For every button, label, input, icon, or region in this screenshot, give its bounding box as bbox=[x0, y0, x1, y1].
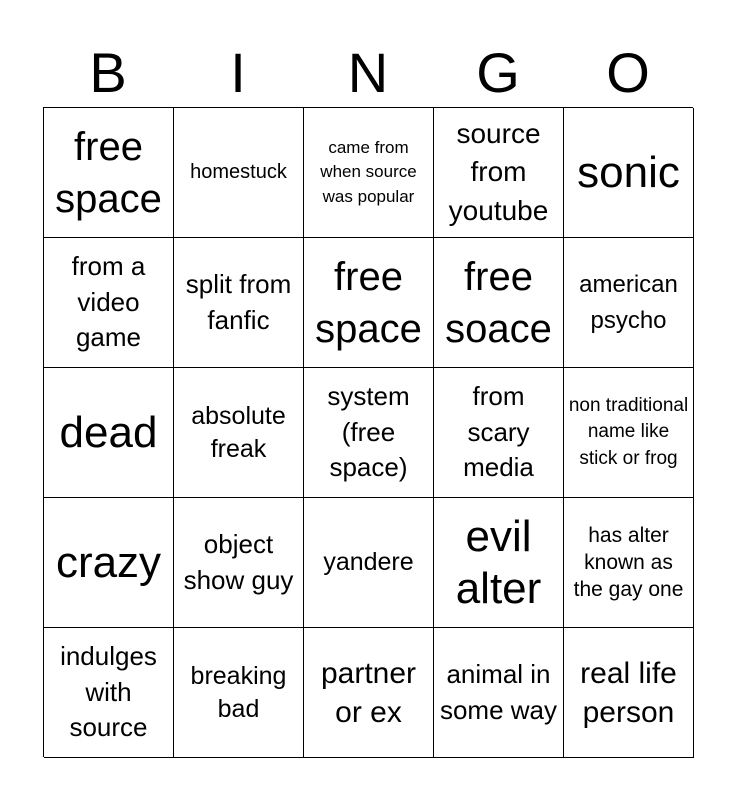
bingo-cell-r5c1[interactable] bbox=[44, 628, 174, 758]
bingo-cell-r3c3[interactable] bbox=[304, 368, 434, 498]
bingo-cell-r1c4[interactable] bbox=[434, 108, 564, 238]
bingo-cell-r3c4[interactable] bbox=[434, 368, 564, 498]
bingo-cell-r2c4[interactable] bbox=[434, 238, 564, 368]
bingo-board bbox=[43, 107, 693, 757]
cell-text: absolute freak bbox=[191, 402, 286, 463]
bingo-cell-r5c3[interactable] bbox=[304, 628, 434, 758]
bingo-cell-r4c2[interactable] bbox=[174, 498, 304, 628]
header-letter-n: N bbox=[347, 41, 389, 104]
bingo-header bbox=[43, 40, 693, 106]
cell-text: from a video game bbox=[71, 250, 146, 353]
cell-text: sonic bbox=[577, 147, 680, 197]
bingo-cell-r3c2[interactable] bbox=[174, 368, 304, 498]
bingo-cell-r4c3[interactable] bbox=[304, 498, 434, 628]
cell-text: free space bbox=[55, 124, 162, 221]
cell-text: from scary media bbox=[463, 380, 534, 483]
header-letter-b: B bbox=[89, 41, 127, 104]
bingo-cell-r1c3[interactable] bbox=[304, 108, 434, 238]
cell-text: system (free space) bbox=[327, 380, 410, 483]
bingo-cell-r4c1[interactable] bbox=[44, 498, 174, 628]
cell-text: homestuck bbox=[190, 161, 287, 183]
cell-text: partner or ex bbox=[320, 656, 417, 729]
header-letter-i: I bbox=[230, 41, 246, 104]
cell-text: crazy bbox=[55, 537, 162, 587]
bingo-cell-r3c1[interactable] bbox=[44, 368, 174, 498]
bingo-cell-r4c5[interactable] bbox=[564, 498, 694, 628]
cell-text: dead bbox=[59, 407, 158, 457]
bingo-cell-r3c5[interactable] bbox=[564, 368, 694, 498]
cell-text: non traditional name like stick or frog bbox=[568, 395, 689, 469]
bingo-cell-r2c5[interactable] bbox=[564, 238, 694, 368]
bingo-cell-r5c5[interactable] bbox=[564, 628, 694, 758]
cell-text: yandere bbox=[323, 548, 414, 577]
cell-text: american psycho bbox=[579, 270, 678, 334]
cell-text: indulges with source bbox=[60, 640, 157, 743]
cell-text: came from when source was popular bbox=[320, 138, 417, 206]
cell-text: has alter known as the gay one bbox=[573, 523, 684, 602]
cell-text: animal in some way bbox=[439, 658, 558, 725]
bingo-cell-r1c2[interactable] bbox=[174, 108, 304, 238]
header-letter-o: O bbox=[606, 41, 650, 104]
cell-text: free space bbox=[315, 254, 422, 351]
cell-text: object show guy bbox=[183, 528, 294, 595]
cell-text: split from fanfic bbox=[185, 268, 292, 335]
bingo-cell-r2c1[interactable] bbox=[44, 238, 174, 368]
bingo-cell-r4c4[interactable] bbox=[434, 498, 564, 628]
cell-text: source from youtube bbox=[448, 117, 549, 226]
bingo-cell-r1c5[interactable] bbox=[564, 108, 694, 238]
header-letter-g: G bbox=[476, 41, 520, 104]
bingo-cell-r2c2[interactable] bbox=[174, 238, 304, 368]
cell-text: real life person bbox=[580, 656, 677, 729]
cell-text: free soace bbox=[445, 254, 552, 351]
bingo-cell-r1c1[interactable] bbox=[44, 108, 174, 238]
bingo-cell-r5c2[interactable] bbox=[174, 628, 304, 758]
bingo-cell-r2c3[interactable] bbox=[304, 238, 434, 368]
cell-text: breaking bad bbox=[190, 662, 287, 723]
cell-text: evil alter bbox=[455, 511, 542, 613]
bingo-cell-r5c4[interactable] bbox=[434, 628, 564, 758]
